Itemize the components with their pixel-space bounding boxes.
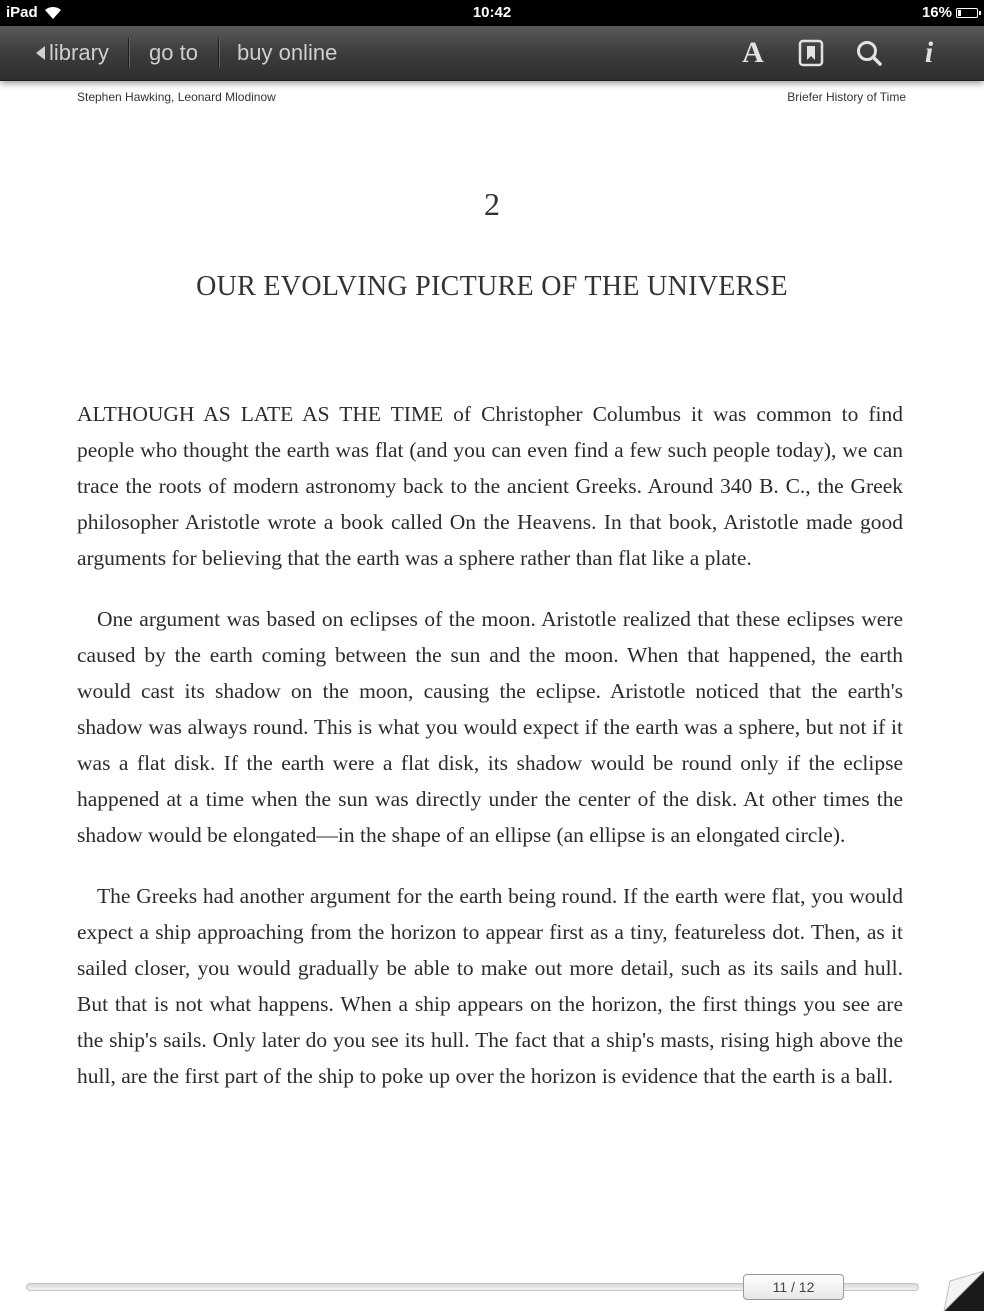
battery-icon [956,8,978,18]
reader-toolbar [0,26,984,81]
back-arrow-icon [36,46,45,60]
toolbar-divider [218,38,220,68]
battery-percent: 16% [921,4,952,21]
status-bar [0,0,984,26]
page-body [77,396,903,1119]
buy-online-label: buy online [237,40,338,65]
go-to-button[interactable] [149,26,198,80]
status-right [922,4,978,21]
buy-online-button[interactable] [237,26,337,80]
library-button[interactable] [36,26,109,80]
font-size-icon[interactable]: A [742,36,764,69]
page-curl-icon[interactable] [936,1271,984,1311]
library-label: library [49,40,109,65]
chapter-number: 2 [484,186,500,222]
go-to-label: go to [149,40,198,65]
status-time: 10:42 [472,4,512,21]
info-icon[interactable]: i [924,36,934,69]
bookmark-icon[interactable] [796,26,826,80]
toolbar-divider [128,38,130,68]
paragraph: ALTHOUGH AS LATE AS THE TIME of Christopher Columbus it was common to find people who thought the earth was flat (and you can even find a few such people today), we can trace the roots of modern astronomy back to the ancient Greeks. Around 340 B. C., the Greek philosopher Aristotle wrote a book called On the Heavens. In that book, Aristotle made good arguments for believing that the earth was a sphere rather than flat like a plate. [77,402,903,570]
device-label: iPad [6,4,38,21]
paragraph: The Greeks had another argument for the earth being round. If the earth were flat, you would expect a ship approaching from the horizon to appear first as a tiny, featureless dot. Then, as it sailed closer, you would gradually be able to make out more detail, such as its sails and hull. But that is not what happens. When a ship appears on the horizon, the first things you see are the ship's sails. Only later do you see its hull. The fact that a ship's masts, rising high above the hull, are the first part of the ship to poke up over the horizon is evidence that the earth is a ball. [77,884,903,1088]
page-indicator[interactable]: 11 / 12 [743,1274,844,1300]
battery-fill [958,10,961,16]
search-icon[interactable] [854,26,884,80]
chapter-title: OUR EVOLVING PICTURE OF THE UNIVERSE [196,271,788,302]
header-book-title: Briefer History of Time [787,90,906,104]
header-author: Stephen Hawking, Leonard Mlodinow [77,90,276,104]
paragraph: One argument was based on eclipses of the moon. Aristotle realized that these eclipses were caused by the earth coming between the sun and the moon. When that happened, the earth would cast its shadow on the moon, causing the eclipse. Aristotle noticed that the earth's shadow was always round. This is what you would expect if the earth was a sphere, but not if it was a flat disk. If the earth were a flat disk, its shadow would be round only if the eclipse happened at a time when the sun was directly under the center of the disk. At other times the shadow would be elongated—in the shape of an ellipse (an ellipse is an elongated circle). [77,607,903,847]
